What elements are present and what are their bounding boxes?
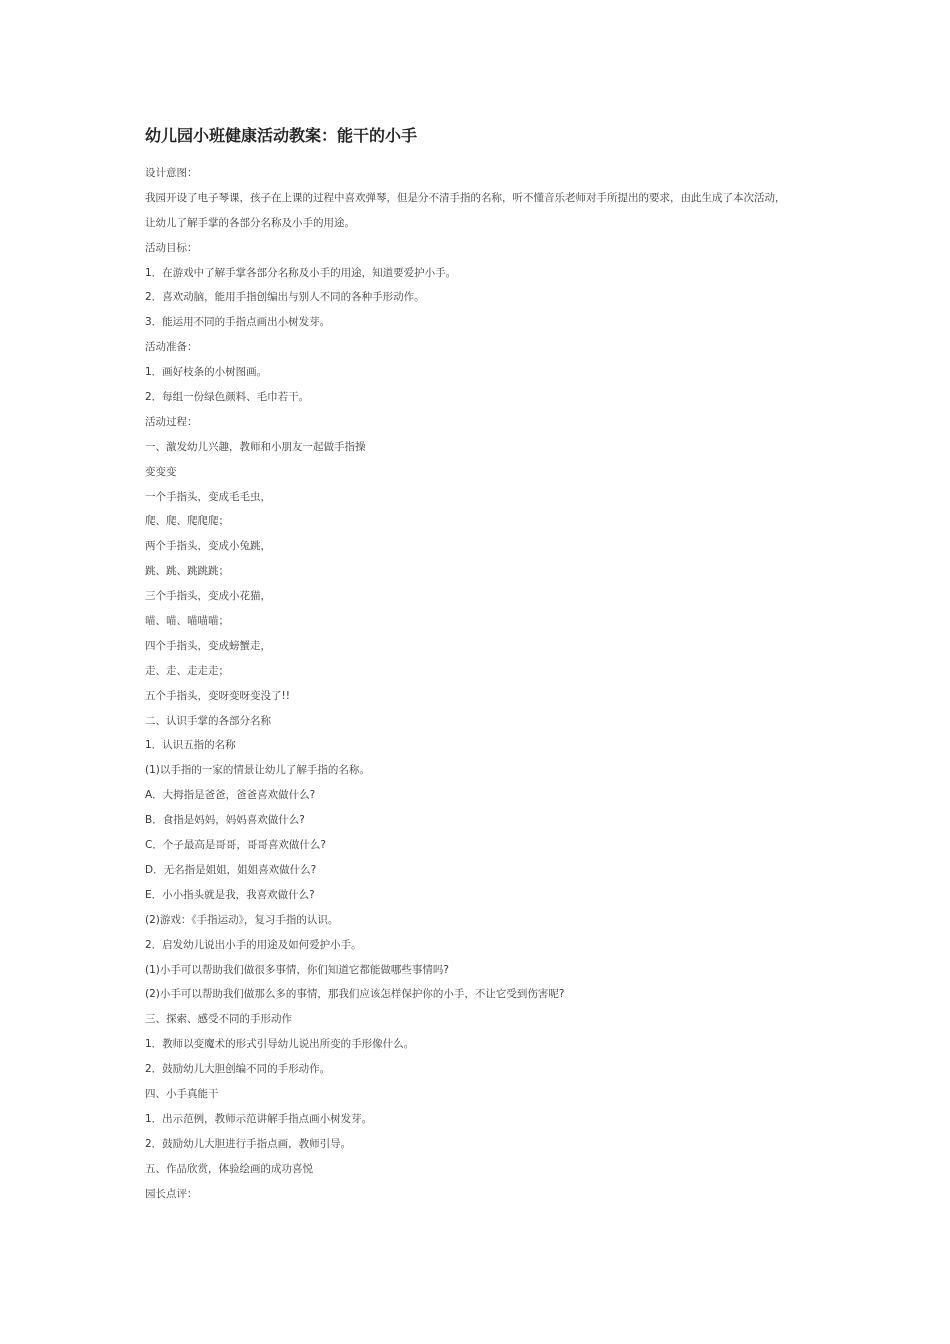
text-line: 三、探索、感受不同的手形动作 [145,1013,292,1026]
text-line: (1)以手指的一家的情景让幼儿了解手指的名称。 [145,764,370,777]
text-line: 1．在游戏中了解手掌各部分名称及小手的用途，知道要爱护小手。 [145,266,457,279]
text-line: 三个手指头，变成小花猫， [145,590,271,603]
text-line: 一个手指头，变成毛毛虫， [145,490,271,503]
text-line: 1．认识五指的名称 [145,739,236,752]
text-line: B．食指是妈妈，妈妈喜欢做什么? [145,814,305,827]
text-line: 让幼儿了解手掌的各部分名称及小手的用途。 [145,216,355,229]
text-line: 五、作品欣赏，体验绘画的成功喜悦 [145,1162,313,1175]
text-line: A．大拇指是爸爸，爸爸喜欢做什么? [145,789,316,802]
text-line: 2．每组一份绿色颜料、毛巾若干。 [145,391,310,404]
text-line: 爬、爬、爬爬爬； [145,515,229,528]
text-line: 1．出示范例，教师示范讲解手指点画小树发芽。 [145,1112,373,1125]
text-line: 活动过程： [145,415,198,428]
text-line: 走、走、走走走； [145,664,229,677]
text-line: 3．能运用不同的手指点画出小树发芽。 [145,316,331,329]
text-line: 跳、跳、跳跳跳； [145,565,229,578]
text-line: 活动目标： [145,241,198,254]
text-line: 四、小手真能干 [145,1087,219,1100]
text-line: 设计意图： [145,167,198,179]
text-line: 1．教师以变魔术的形式引导幼儿说出所变的手形像什么。 [145,1038,415,1051]
text-line: 喵、喵、喵喵喵； [145,615,229,628]
text-line: 园长点评： [145,1187,198,1200]
text-line: 变变变 [145,465,177,478]
text-line: 五个手指头，变呀变呀变没了!! [145,689,290,702]
text-line: 活动准备： [145,341,198,354]
text-line: 2．喜欢动脑，能用手指创编出与别人不同的各种手形动作。 [145,291,425,304]
text-line: 2．启发幼儿说出小手的用途及如何爱护小手。 [145,938,362,951]
document-body [145,161,825,1206]
text-line: 四个手指头，变成螃蟹走， [145,639,271,652]
text-line: D．无名指是姐姐，姐姐喜欢做什么? [145,863,317,876]
text-line: (1)小手可以帮助我们做很多事情，你们知道它都能做哪些事情吗? [145,963,449,976]
text-line: (2)游戏：《手指运动》，复习手指的认识。 [145,913,339,926]
text-line: 两个手指头，变成小兔跳， [145,540,271,553]
text-line: 2．鼓励幼儿大胆进行手指点画，教师引导。 [145,1137,352,1150]
text-line: (2)小手可以帮助我们做那么多的事情，那我们应该怎样保护你的小手，不让它受到伤害呢? [145,988,565,1001]
text-line: 一、激发幼儿兴趣，教师和小朋友一起做手指操 [145,440,366,453]
text-line: C．个子最高是哥哥，哥哥喜欢做什么? [145,839,326,852]
text-line: 我园开设了电子琴课，孩子在上课的过程中喜欢弹琴，但是分不清手指的名称，听不懂音乐老师对手所提出的要求，由此生成了本次活动， [145,191,786,204]
document-title: 幼儿园小班健康活动教案：能干的小手 [145,126,418,145]
text-line: 二、认识手掌的各部分名称 [145,714,271,727]
text-line: 1．画好枝条的小树图画。 [145,366,268,379]
text-line: E．小小指头就是我，我喜欢做什么? [145,888,315,901]
text-line: 2．鼓励幼儿大胆创编不同的手形动作。 [145,1063,331,1076]
